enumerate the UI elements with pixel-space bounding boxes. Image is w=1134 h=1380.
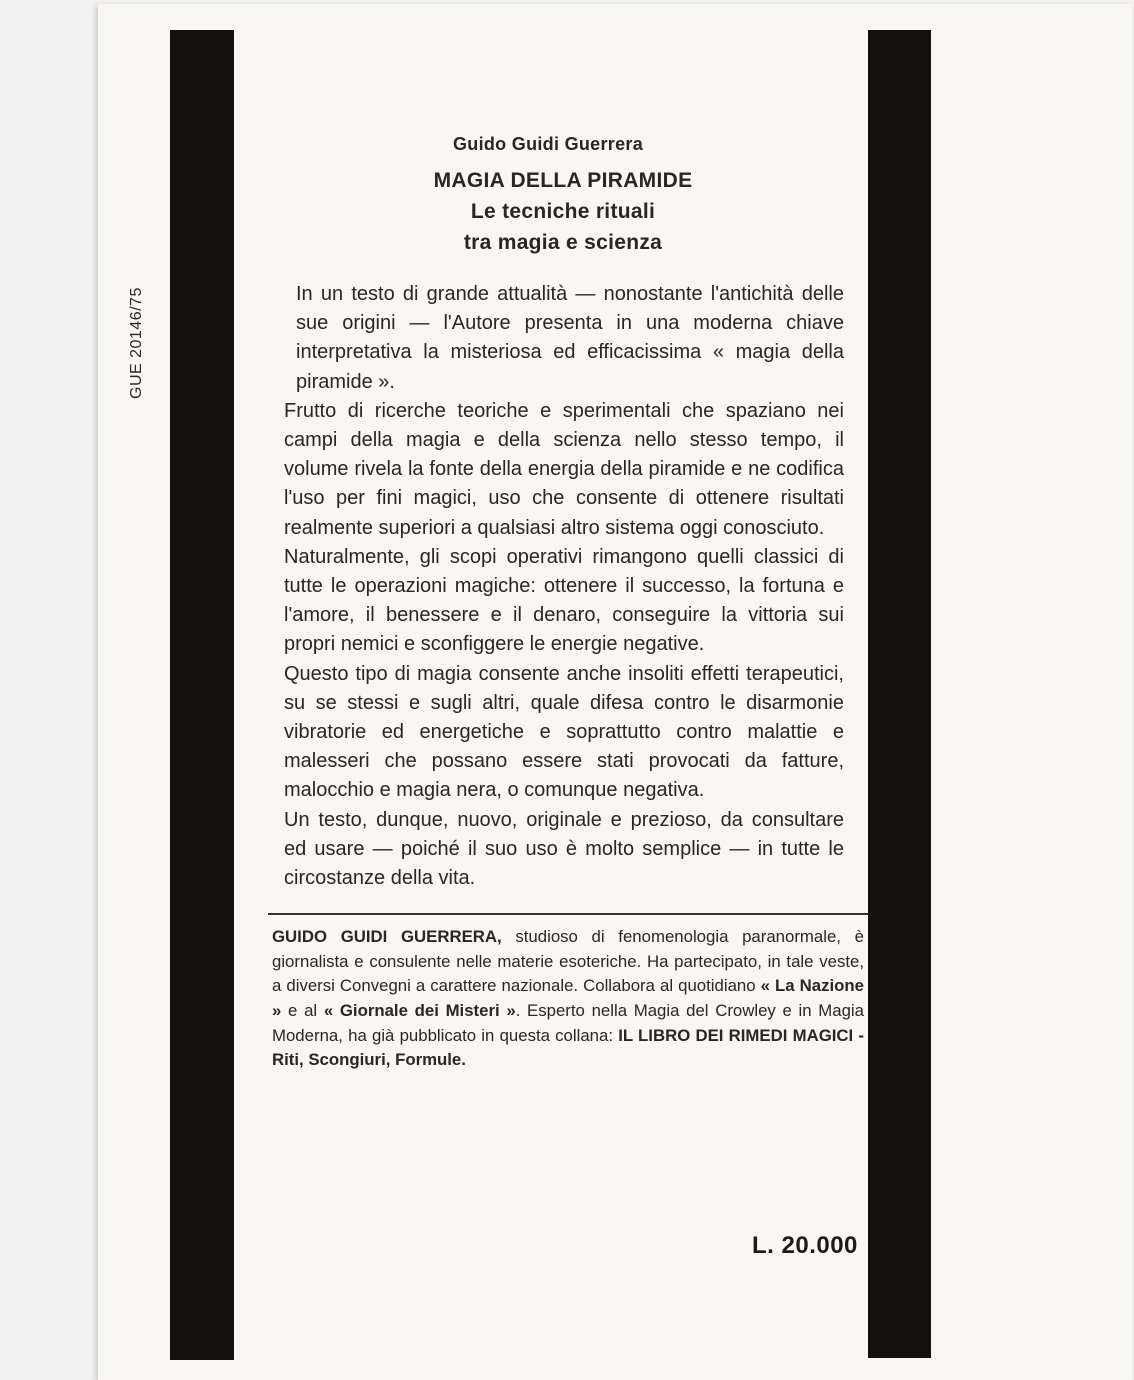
bio-text: studioso di fenomenologia paranormale, è giornalista e consulente nelle materie esoteriche. Ha partecipato, in tale veste, a diversi Convegni a carattere nazionale. Collabora al quotidiano [272,927,864,996]
book-title: MAGIA DELLA PIRAMIDE [433,169,693,192]
bio-previous-book: IL LIBRO DEI RIMEDI MAGICI - Riti, Scongiuri, Formule. [272,1025,864,1070]
bio-magazine: « Giornale dei Misteri » [323,1001,516,1021]
blurb-paragraph: Naturalmente, gli scopi operativi rimangono quelli classici di tutte le operazioni magiche: ottenere il successo, la fortuna e l'amore, il benessere e il denaro, conseguire la vittoria sui propri nemici e sconfiggere le energie negative. [284,545,844,656]
divider-line [268,913,868,915]
title-block [258,165,868,258]
subtitle-line-1: Le tecniche rituali [470,200,656,223]
blurb-paragraph: Frutto di ricerche teoriche e sperimentali che spaziano nei campi della magia e della scienza nello stesso tempo, il volume rivela la fonte della energia della piramide e ne codifica l'uso per fini magici, uso che consente di ottenere risultati realmente superiori a qualsiasi altro sistema oggi conosciuto. [284,399,844,539]
subtitle-line-2: tra magia e scienza [463,231,663,254]
blurb-paragraph: In un testo di grande attualità — nonostante l'antichità delle sue origini — l'Autore presenta in una moderna chiave interpretativa la misteriosa ed efficacissima « magia della piramide ». [296,283,844,393]
author-bio [272,925,864,1073]
bio-name: GUIDO GUIDI GUERRERA, [272,927,502,947]
blurb-paragraph: Questo tipo di magia consente anche insoliti effetti terapeutici, su se stessi e sugli altri, quale difesa contro le disarmonie vibratorie ed energetiche e soprattutto contro malattie e malesseri che possano essere stati provocati da fatture, malocchio e magia nera, o comunque negativa. [284,662,844,802]
bio-text: . Esperto nella Magia del Crowley e in Magia Moderna, ha già pubblicato in questa collana: [272,1001,864,1045]
catalog-code: GUE 20146/75 [128,287,145,399]
blurb [284,280,844,893]
right-decorative-border [868,30,931,1358]
cover-text [268,134,868,1073]
bio-text: e al [281,1001,324,1021]
left-decorative-border [170,30,234,1360]
bio-newspaper: « La Nazione » [272,976,864,1021]
blurb-paragraph: Un testo, dunque, nuovo, originale e prezioso, da consultare ed usare — poiché il suo uso è molto semplice — in tutte le circostanze della vita. [284,808,844,890]
author-name: Guido Guidi Guerrera [452,134,644,154]
price: L. 20.000 [752,1232,858,1259]
